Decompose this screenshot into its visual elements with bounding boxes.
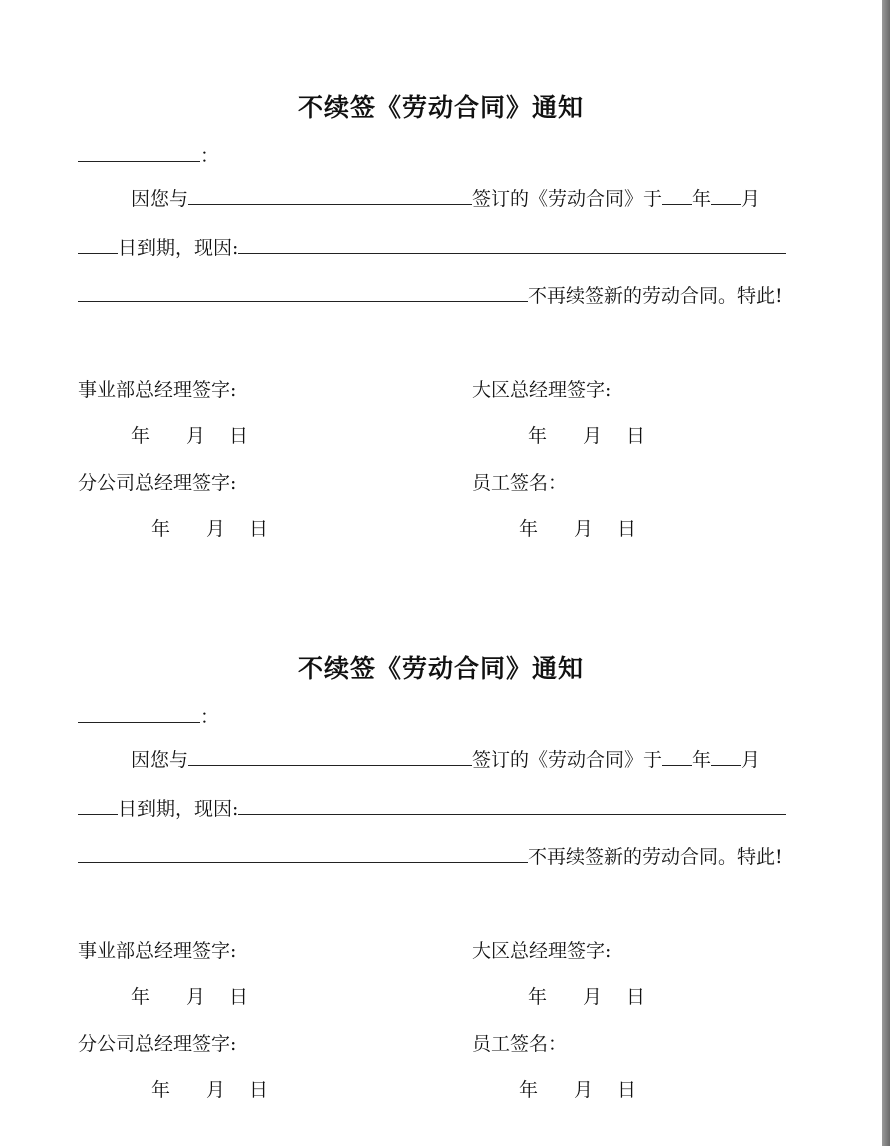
region-gm-signature-label: 大区总经理签字: bbox=[472, 379, 612, 401]
branch-gm-date: 年 月 日 bbox=[151, 518, 269, 540]
division-gm-date: 年 月 日 bbox=[131, 425, 249, 447]
paragraph-line-2: 日到期，现因: bbox=[78, 235, 786, 260]
year-blank[interactable] bbox=[662, 186, 692, 205]
region-gm-signature-label: 大区总经理签字: bbox=[472, 940, 612, 962]
paragraph-line-3: 不再续签新的劳动合同。特此! bbox=[78, 844, 783, 869]
company-blank[interactable] bbox=[188, 186, 472, 205]
paragraph-line-2: 日到期，现因: bbox=[78, 796, 786, 821]
division-gm-signature-label: 事业部总经理签字: bbox=[78, 940, 237, 962]
branch-gm-signature-label: 分公司总经理签字: bbox=[78, 472, 237, 494]
employee-signature-label: 员工签名： bbox=[472, 472, 568, 494]
region-gm-date: 年 月 日 bbox=[528, 986, 646, 1008]
paragraph-line-1: 因您与 签订的《劳动合同》于 年 月 bbox=[131, 749, 761, 771]
employee-signature-label: 员工签名： bbox=[472, 1033, 568, 1055]
year-blank[interactable] bbox=[662, 747, 692, 766]
division-gm-signature-label: 事业部总经理签字: bbox=[78, 379, 237, 401]
company-blank[interactable] bbox=[188, 747, 472, 766]
employee-date: 年 月 日 bbox=[519, 518, 637, 540]
addressee-blank[interactable] bbox=[78, 143, 200, 162]
reason-blank-continued[interactable] bbox=[78, 844, 528, 863]
day-blank[interactable] bbox=[78, 796, 118, 815]
region-gm-date: 年 月 日 bbox=[528, 425, 646, 447]
notice-block bbox=[0, 561, 882, 1101]
branch-gm-date: 年 月 日 bbox=[151, 1079, 269, 1101]
notice-title: 不续签《劳动合同》通知 bbox=[297, 93, 584, 122]
paragraph-line-1: 因您与 签订的《劳动合同》于 年 月 bbox=[131, 188, 761, 210]
reason-blank-continued[interactable] bbox=[78, 283, 528, 302]
paragraph-line-3: 不再续签新的劳动合同。特此! bbox=[78, 283, 783, 308]
month-blank[interactable] bbox=[711, 186, 741, 205]
notice-block bbox=[0, 0, 882, 540]
employee-date: 年 月 日 bbox=[519, 1079, 637, 1101]
day-blank[interactable] bbox=[78, 235, 118, 254]
addressee-line: ： bbox=[78, 143, 219, 168]
notice-title: 不续签《劳动合同》通知 bbox=[297, 654, 584, 683]
scrollbar[interactable] bbox=[882, 0, 890, 1146]
reason-blank[interactable] bbox=[238, 235, 786, 254]
division-gm-date: 年 月 日 bbox=[131, 986, 249, 1008]
branch-gm-signature-label: 分公司总经理签字: bbox=[78, 1033, 237, 1055]
month-blank[interactable] bbox=[711, 747, 741, 766]
addressee-line: ： bbox=[78, 704, 219, 729]
reason-blank[interactable] bbox=[238, 796, 786, 815]
addressee-blank[interactable] bbox=[78, 704, 200, 723]
